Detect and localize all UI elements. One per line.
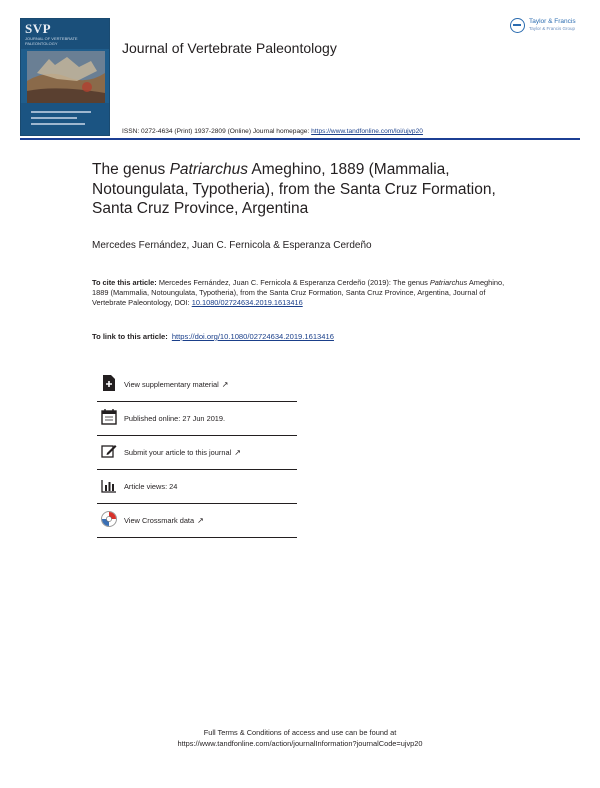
supplementary-icon bbox=[100, 374, 118, 392]
doi-link[interactable]: 10.1080/02724634.2019.1613416 bbox=[191, 298, 303, 308]
article-link-line bbox=[92, 332, 334, 341]
external-link-icon: ↗ bbox=[234, 448, 241, 457]
citation-label: To cite this article: bbox=[92, 278, 157, 287]
article-authors[interactable]: Mercedes Fernández, Juan C. Fernicola & Esperanza Cerdeño bbox=[92, 240, 372, 251]
article-link[interactable]: https://doi.org/10.1080/02724634.2019.1613416 bbox=[171, 332, 334, 341]
cover-logo: SVP bbox=[25, 21, 52, 36]
edit-icon bbox=[100, 442, 118, 460]
calendar-icon bbox=[100, 408, 118, 426]
view-crossmark-button[interactable]: View Crossmark data ↗ bbox=[97, 504, 297, 538]
publisher-logo-name: Taylor & Francis bbox=[529, 18, 576, 25]
external-link-icon: ↗ bbox=[197, 516, 204, 525]
article-title: The genus Patriarchus Ameghino, 1889 (Mammalia, Notoungulata, Typotheria), from the Santa Cruz Formation, Santa Cruz Province, Argentina bbox=[92, 161, 496, 217]
article-actions bbox=[97, 368, 297, 538]
article-views-info: Article views: 24 bbox=[97, 470, 297, 504]
terms-text: Full Terms & Conditions of access and use can be found at bbox=[203, 728, 397, 737]
issn-text: ISSN: 0272-4634 (Print) 1937-2809 (Online) Journal homepage: bbox=[122, 128, 312, 135]
published-online-info: Published online: 27 Jun 2019. bbox=[97, 402, 297, 436]
journal-title[interactable]: Journal of Vertebrate Paleontology bbox=[122, 40, 337, 56]
journal-cover-thumbnail bbox=[20, 18, 110, 136]
terms-link[interactable]: https://www.tandfonline.com/action/journalInformation?journalCode=ujvp20 bbox=[177, 739, 423, 748]
publisher-logo-icon bbox=[510, 18, 525, 33]
journal-homepage-link[interactable]: https://www.tandfonline.com/loi/ujvp20 bbox=[311, 128, 423, 135]
publisher-logo-group: Taylor & Francis Group bbox=[529, 26, 576, 31]
cover-footer bbox=[21, 103, 109, 135]
citation-block: To cite this article: Mercedes Fernández, Juan C. Fernicola & Esperanza Cerdeño (2019): The genus Patriarchus Ameghino, 1889 (Mammalia, Notoungulata, Typotheria), from the Santa Cruz Formation, Santa Cruz Province, Argentina, Journal of Vertebrate Paleontology, DOI: 10.1080/02724634.2019.1613416 bbox=[92, 278, 505, 308]
article-link-label: To link to this article: bbox=[92, 332, 168, 341]
crossmark-icon bbox=[100, 510, 118, 528]
cover-subtitle: JOURNAL OF VERTEBRATE PALEONTOLOGY bbox=[25, 36, 78, 46]
cover-image bbox=[27, 51, 105, 103]
header-divider bbox=[20, 138, 580, 140]
view-supplementary-button[interactable]: View supplementary material ↗ bbox=[97, 368, 297, 402]
publisher-logo[interactable] bbox=[510, 16, 584, 38]
external-link-icon: ↗ bbox=[221, 380, 229, 389]
issn-line bbox=[122, 128, 423, 135]
submit-article-button[interactable]: Submit your article to this journal ↗ bbox=[97, 436, 297, 470]
bar-chart-icon bbox=[100, 476, 118, 494]
